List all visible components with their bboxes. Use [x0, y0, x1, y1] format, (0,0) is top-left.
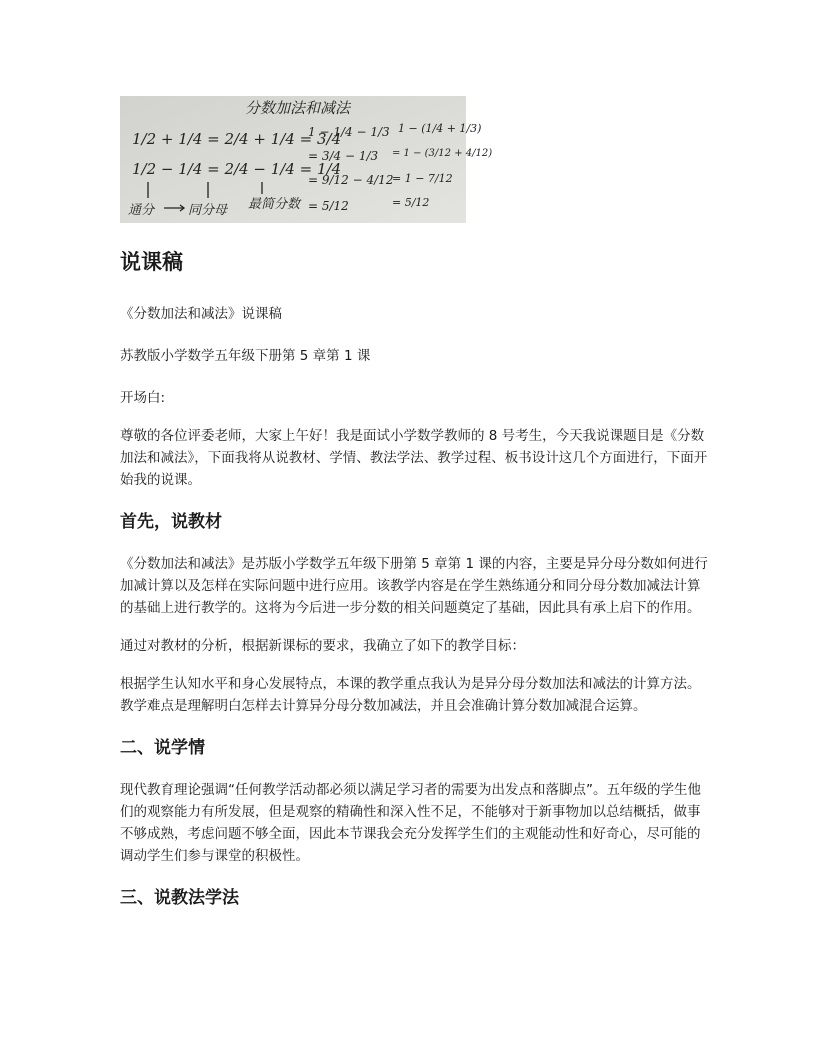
photo-step-3: 最简分数 — [248, 197, 301, 212]
photo-step-2: 同分母 — [188, 203, 228, 218]
photo-eq2: 1/2 − 1/4 = 2/4 − 1/4 = 1/4 — [132, 160, 342, 178]
section1-paragraph-3: 根据学生认知水平和身心发展特点，本课的教学重点我认为是异分母分数加法和减法的计算方法。教学难点是理解明白怎样去计算异分母分数加减法，并且会准确计算分数加减混合运算。 — [120, 676, 701, 714]
course-info: 苏教版小学数学五年级下册第 5 章第 1 课 — [120, 348, 371, 364]
section1-paragraph-2: 通过对教材的分析，根据新课标的要求，我确立了如下的教学目标： — [120, 638, 525, 654]
photo-col2-2: = 3/4 − 1/3 — [308, 149, 379, 163]
photo-col3-3: = 1 − 7/12 — [392, 172, 453, 185]
photo-eq1: 1/2 + 1/4 = 2/4 + 1/4 = 3/4 — [132, 130, 342, 148]
photo-col3-4: = 5/12 — [392, 196, 430, 209]
section2-paragraph-1: 现代教育理论强调“任何教学活动都必须以满足学习者的需要为出发点和落脚点”。五年级的学生他们的观察能力有所发展，但是观察的精确性和深入性不足，不能够对于新事物加以总结概括，做事不够成熟，考虑问题不够全面，因此本节课我会充分发挥学生们的主观能动性和好奇心，尽可能的调动学生们参与课堂的积极性。 — [120, 782, 701, 864]
document-page — [120, 96, 710, 929]
document-subtitle: 《分数加法和减法》说课稿 — [120, 306, 282, 322]
handwritten-math-image — [120, 96, 493, 223]
photo-col3-2: = 1 − (3/12 + 4/12) — [392, 148, 493, 159]
photo-col2-3: = 9/12 − 4/12 — [308, 173, 394, 187]
opening-paragraph: 尊敬的各位评委老师，大家上午好！我是面试小学数学教师的 8 号考生，今天我说课题目是《分数加法和减法》，下面我将从说教材、学情、教法学法、教学过程、板书设计这几个方面进行，下面开始我的说课。 — [120, 428, 708, 488]
photo-col3-1: 1 − (1/4 + 1/3) — [398, 122, 482, 135]
document-title: 说课稿 — [120, 250, 183, 274]
photo-col2-1: 1 − 1/4 − 1/3 — [308, 125, 390, 139]
section3-heading: 三、说教法学法 — [120, 888, 239, 908]
photo-col2-4: = 5/12 — [308, 199, 349, 213]
section1-paragraph-1: 《分数加法和减法》是苏版小学数学五年级下册第 5 章第 1 课的内容，主要是异分母分数如何进行加减计算以及怎样在实际问题中进行应用。该教学内容是在学生熟练通分和同分母分数加减法计算的基础上进行教学的。这将为今后进一步分数的相关问题奠定了基础，因此具有承上启下的作用。 — [120, 556, 708, 616]
section1-heading: 首先，说教材 — [120, 512, 222, 532]
photo-title: 分数加法和减法 — [245, 99, 351, 117]
photo-step-1: 通分 — [128, 203, 155, 218]
opening-label: 开场白: — [120, 390, 166, 406]
whiteboard-photo — [120, 96, 493, 223]
section2-heading: 二、说学情 — [120, 738, 205, 758]
